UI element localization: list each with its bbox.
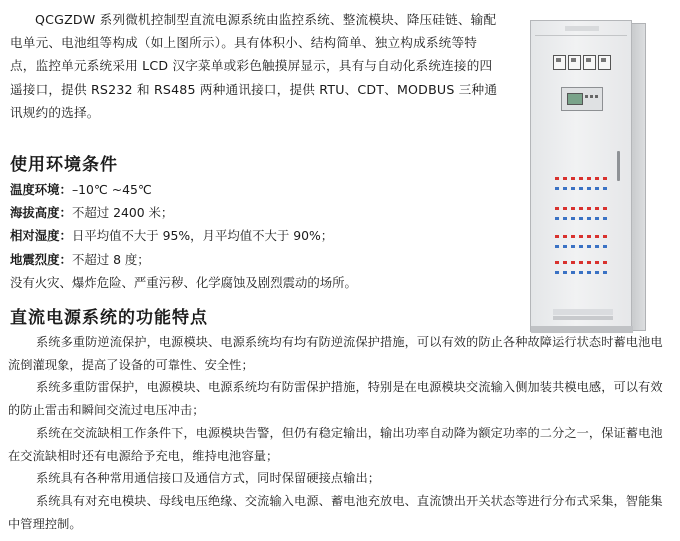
indicator-light-icon xyxy=(555,217,559,220)
indicator-light-icon xyxy=(555,271,559,274)
indicator-light-icon xyxy=(603,177,607,180)
indicator-light-icon xyxy=(603,207,607,210)
intro-paragraph xyxy=(10,8,502,124)
meter-icon xyxy=(568,55,581,70)
door-handle-icon xyxy=(617,151,620,181)
env-row-site: 没有火灾、爆炸危险、严重污秽、化学腐蚀及剧烈震动的场所。 xyxy=(10,274,357,290)
indicator-light-icon xyxy=(587,261,591,264)
feature-item: 系统具有各种常用通信接口及通信方式，同时保留硬接点输出； xyxy=(36,471,381,486)
env-row-humidity: 相对湿度：日平均值不大于 95%，月平均值不大于 90%； xyxy=(10,228,334,244)
indicator-light-icon xyxy=(571,187,575,190)
meter-icon xyxy=(598,55,611,70)
indicator-light-icon xyxy=(563,187,567,190)
monitor-unit xyxy=(561,87,603,111)
indicator-light-icon xyxy=(571,245,575,248)
indicator-light-icon xyxy=(587,245,591,248)
indicator-light-icon xyxy=(587,235,591,238)
env-list xyxy=(10,178,510,294)
feature-item: 系统在交流缺相工作条件下，电源模块告警，但仍有稳定输出，输出功率自动降为额定功率的二分之一，保证蓄电池在交流缺相时还有电源给予充电，维持电池容量； xyxy=(8,425,663,463)
indicator-light-icon xyxy=(603,271,607,274)
indicator-light-icon xyxy=(579,261,583,264)
meter-icon xyxy=(583,55,596,70)
cabinet-label-plate xyxy=(553,309,613,315)
indicator-light-icon xyxy=(595,217,599,220)
features-list xyxy=(8,331,672,535)
key-icon xyxy=(585,95,588,98)
env-row-seismic: 地震烈度：不超过 8 度； xyxy=(10,251,150,267)
indicator-light-icon xyxy=(571,261,575,264)
indicator-light-icon xyxy=(571,235,575,238)
features-heading: 直流电源系统的功能特点 xyxy=(10,308,208,328)
indicator-light-icon xyxy=(571,177,575,180)
indicator-light-icon xyxy=(603,235,607,238)
indicator-light-icon xyxy=(579,235,583,238)
indicator-light-icon xyxy=(563,177,567,180)
indicator-light-icon xyxy=(595,245,599,248)
indicator-light-icon xyxy=(563,261,567,264)
indicator-light-icon xyxy=(555,177,559,180)
feature-item: 系统多重防逆流保护，电源模块、电源系统均有均有防逆流保护措施，可以有效的防止各种故障运行状态时蓄电池电流倒灌现象，提高了设备的可靠性、安全性； xyxy=(8,335,663,372)
indicator-light-icon xyxy=(603,245,607,248)
feature-item: 系统多重防雷保护，电源模块、电源系统均有防雷保护措施，特别是在电源模块交流输入侧加装共模电感，可以有效的防止雷击和瞬间交流过电压冲击； xyxy=(8,380,663,418)
indicator-light-icon xyxy=(587,187,591,190)
indicator-light-icon xyxy=(563,235,567,238)
indicator-light-icon xyxy=(555,207,559,210)
indicator-light-icon xyxy=(579,207,583,210)
indicator-light-icon xyxy=(603,187,607,190)
cabinet-image xyxy=(530,20,648,332)
indicator-light-icon xyxy=(603,217,607,220)
cabinet-name-plate xyxy=(565,26,599,31)
indicator-light-icon xyxy=(563,207,567,210)
cabinet-base xyxy=(531,326,633,333)
feature-item: 系统具有对充电模块、母线电压绝缘、交流输入电源、蓄电池充放电、直流馈出开关状态等进行分布式采集，智能集中管理控制。 xyxy=(8,493,663,531)
indicator-light-icon xyxy=(579,271,583,274)
indicator-light-icon xyxy=(603,261,607,264)
cabinet-label-text xyxy=(553,316,613,320)
cabinet-front xyxy=(530,20,632,332)
indicator-light-icon xyxy=(571,271,575,274)
indicator-light-icon xyxy=(555,245,559,248)
env-heading: 使用环境条件 xyxy=(10,155,118,175)
indicator-light-icon xyxy=(555,187,559,190)
env-row-altitude: 海拔高度：不超过 2400 米； xyxy=(10,205,174,221)
intro-text: QCGZDW 系列微机控制型直流电源系统由监控系统、整流模块、降压硅链、输配电单元、电池组等构成（如上图所示）。具有体积小、结构简单、独立构成系统等特点，监控单元系统采用 LCD 汉字菜单或彩色触摸屏显示，具有与自动化系统连接的四遥接口，提供 RS232 和 RS485 两种通讯接口，提供 RTU、CDT、MODBUS 三种通讯规约的选择。 xyxy=(10,12,498,120)
indicator-light-icon xyxy=(555,235,559,238)
indicator-light-icon xyxy=(571,217,575,220)
indicator-light-icon xyxy=(555,261,559,264)
indicator-light-icon xyxy=(587,177,591,180)
indicator-light-icon xyxy=(579,187,583,190)
lcd-screen-icon xyxy=(567,93,583,105)
meter-icon xyxy=(553,55,566,70)
indicator-light-icon xyxy=(595,177,599,180)
cabinet-top-header xyxy=(535,25,627,36)
key-icon xyxy=(590,95,593,98)
indicator-light-icon xyxy=(587,207,591,210)
env-row-temperature: 温度环境：–10℃ ~45℃ xyxy=(10,182,152,197)
key-icon xyxy=(595,95,598,98)
cabinet-side-panel xyxy=(632,23,646,331)
indicator-light-icon xyxy=(579,177,583,180)
indicator-light-icon xyxy=(579,217,583,220)
indicator-light-icon xyxy=(587,271,591,274)
indicator-light-icon xyxy=(595,207,599,210)
indicator-light-icon xyxy=(595,261,599,264)
indicator-light-icon xyxy=(595,235,599,238)
indicator-light-icon xyxy=(587,217,591,220)
indicator-light-icon xyxy=(563,271,567,274)
indicator-light-icon xyxy=(563,217,567,220)
indicator-light-icon xyxy=(595,271,599,274)
indicator-light-icon xyxy=(563,245,567,248)
indicator-light-icon xyxy=(579,245,583,248)
indicator-light-icon xyxy=(571,207,575,210)
indicator-light-icon xyxy=(595,187,599,190)
